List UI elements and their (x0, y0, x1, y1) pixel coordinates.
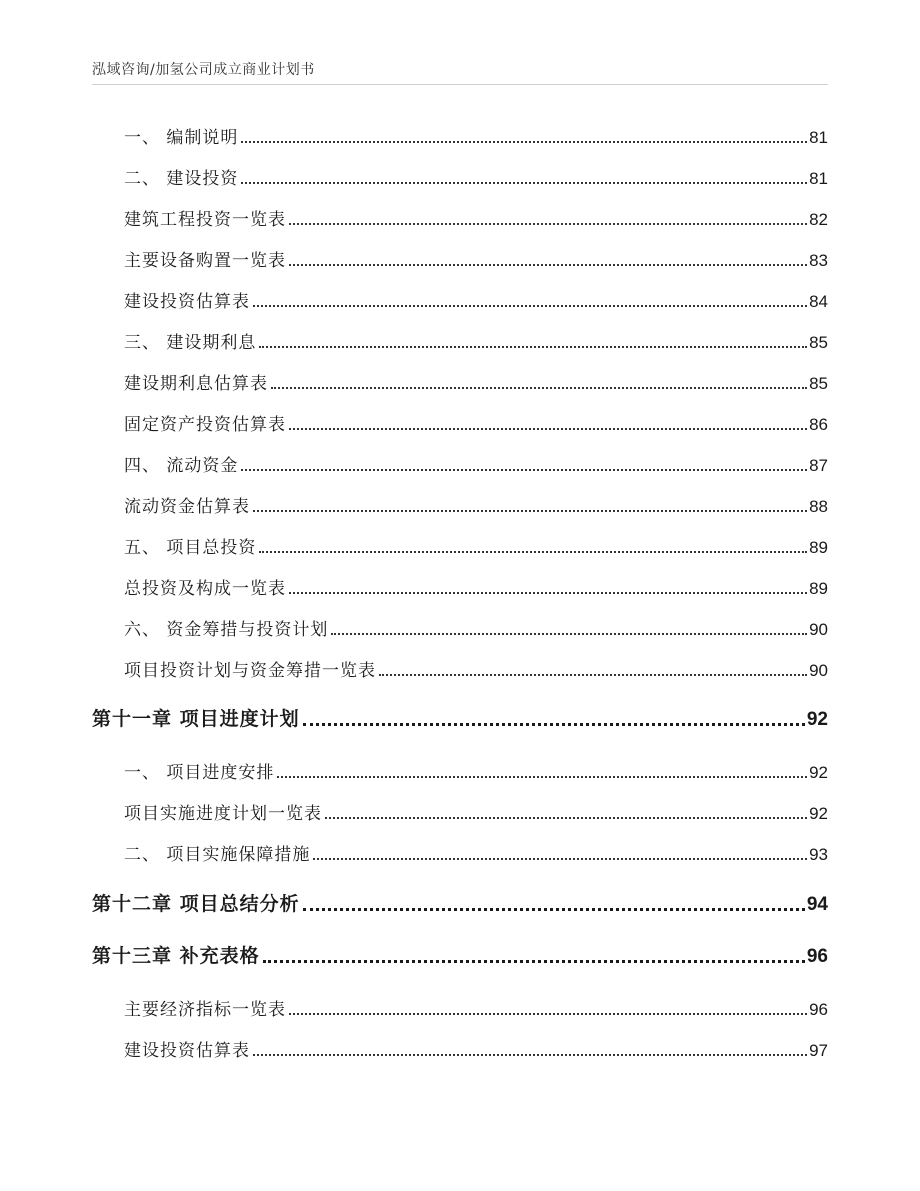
toc-leader-dots (253, 510, 807, 512)
toc-page-number: 94 (806, 894, 828, 915)
toc-page-number: 87 (809, 456, 828, 475)
toc-chapter-entry[interactable] (92, 892, 828, 916)
toc-entry-title: 建设投资估算表 (124, 1041, 250, 1061)
toc-entry-title: 三、 建设期利息 (124, 333, 257, 353)
toc-entry[interactable] (124, 247, 828, 271)
toc-entry[interactable] (124, 165, 828, 189)
toc-entry-title: 主要经济指标一览表 (124, 1000, 286, 1020)
toc-leader-dots (259, 346, 807, 348)
toc-page-number: 96 (806, 946, 828, 967)
toc-entry-title: 四、 流动资金 (124, 456, 239, 476)
toc-entry[interactable] (124, 616, 828, 640)
toc-leader-dots (241, 141, 807, 143)
toc-chapter-entry[interactable] (92, 944, 828, 968)
toc-entry-title: 项目投资计划与资金筹措一览表 (124, 661, 376, 681)
toc-entry[interactable] (124, 124, 828, 148)
toc-entry-title: 一、 编制说明 (124, 128, 239, 148)
toc-entry[interactable] (124, 370, 828, 394)
toc-leader-dots (379, 674, 807, 676)
toc-entry[interactable] (124, 288, 828, 312)
toc-entry[interactable] (124, 1037, 828, 1061)
toc-entry-title: 项目实施进度计划一览表 (124, 804, 322, 824)
toc-leader-dots (253, 305, 807, 307)
toc-page-number: 85 (809, 333, 828, 352)
toc-page-number: 83 (809, 251, 828, 270)
toc-entry-title: 一、 项目进度安排 (124, 763, 275, 783)
toc-entry[interactable] (124, 534, 828, 558)
toc-page-number: 81 (809, 169, 828, 188)
toc-leader-dots (325, 817, 807, 819)
toc-leader-dots (241, 469, 807, 471)
toc-entry-title: 建设投资估算表 (124, 292, 250, 312)
toc-entry[interactable] (124, 996, 828, 1020)
toc-chapter-title: 第十二章 项目总结分析 (92, 893, 300, 915)
toc-leader-dots (253, 1054, 807, 1056)
toc-entry-title: 五、 项目总投资 (124, 538, 257, 558)
toc-chapter-title: 第十三章 补充表格 (92, 945, 260, 967)
toc-entry[interactable] (124, 575, 828, 599)
toc-leader-dots (313, 858, 807, 860)
toc-entry-title: 建设期利息估算表 (124, 374, 268, 394)
toc-page-number: 85 (809, 374, 828, 393)
toc-entry-title: 流动资金估算表 (124, 497, 250, 517)
toc-entry-title: 二、 建设投资 (124, 169, 239, 189)
toc-page-number: 84 (809, 292, 828, 311)
toc-entry[interactable] (124, 329, 828, 353)
toc-page-number: 96 (809, 1000, 828, 1019)
toc-page-number: 92 (809, 804, 828, 823)
toc-page-number: 92 (809, 763, 828, 782)
toc-entry[interactable] (124, 206, 828, 230)
toc-leader-dots (303, 908, 805, 911)
toc-entry[interactable] (124, 800, 828, 824)
toc-leader-dots (331, 633, 807, 635)
toc-leader-dots (303, 723, 805, 726)
toc-page-number: 88 (809, 497, 828, 516)
toc-page-number: 82 (809, 210, 828, 229)
toc-leader-dots (289, 223, 807, 225)
toc-entry-title: 固定资产投资估算表 (124, 415, 286, 435)
toc-page-number: 89 (809, 579, 828, 598)
toc-entry-title: 建筑工程投资一览表 (124, 210, 286, 230)
toc-page-number: 86 (809, 415, 828, 434)
toc-page-number: 97 (809, 1041, 828, 1060)
toc-entry[interactable] (124, 452, 828, 476)
toc-leader-dots (263, 960, 805, 963)
toc-leader-dots (289, 428, 807, 430)
toc-page-number: 92 (806, 709, 828, 730)
toc-leader-dots (259, 551, 807, 553)
toc-entry-title: 六、 资金筹措与投资计划 (124, 620, 329, 640)
toc-leader-dots (271, 387, 807, 389)
toc-chapter-entry[interactable] (92, 707, 828, 731)
toc-page-number: 90 (809, 620, 828, 639)
toc-entry-title: 二、 项目实施保障措施 (124, 845, 311, 865)
document-header: 泓域咨询/加氢公司成立商业计划书 (92, 62, 315, 78)
toc-leader-dots (289, 264, 807, 266)
toc-leader-dots (241, 182, 807, 184)
toc-entry[interactable] (124, 759, 828, 783)
toc-chapter-title: 第十一章 项目进度计划 (92, 708, 300, 730)
toc-leader-dots (289, 592, 807, 594)
toc-page-number: 90 (809, 661, 828, 680)
toc-leader-dots (289, 1013, 807, 1015)
toc-page-number: 81 (809, 128, 828, 147)
toc-entry[interactable] (124, 657, 828, 681)
toc-entry[interactable] (124, 411, 828, 435)
toc-entry-title: 总投资及构成一览表 (124, 579, 286, 599)
toc-entry[interactable] (124, 841, 828, 865)
header-divider (92, 84, 828, 85)
toc-entry[interactable] (124, 493, 828, 517)
toc-leader-dots (277, 776, 807, 778)
toc-entry-title: 主要设备购置一览表 (124, 251, 286, 271)
toc-page-number: 93 (809, 845, 828, 864)
toc-page-number: 89 (809, 538, 828, 557)
